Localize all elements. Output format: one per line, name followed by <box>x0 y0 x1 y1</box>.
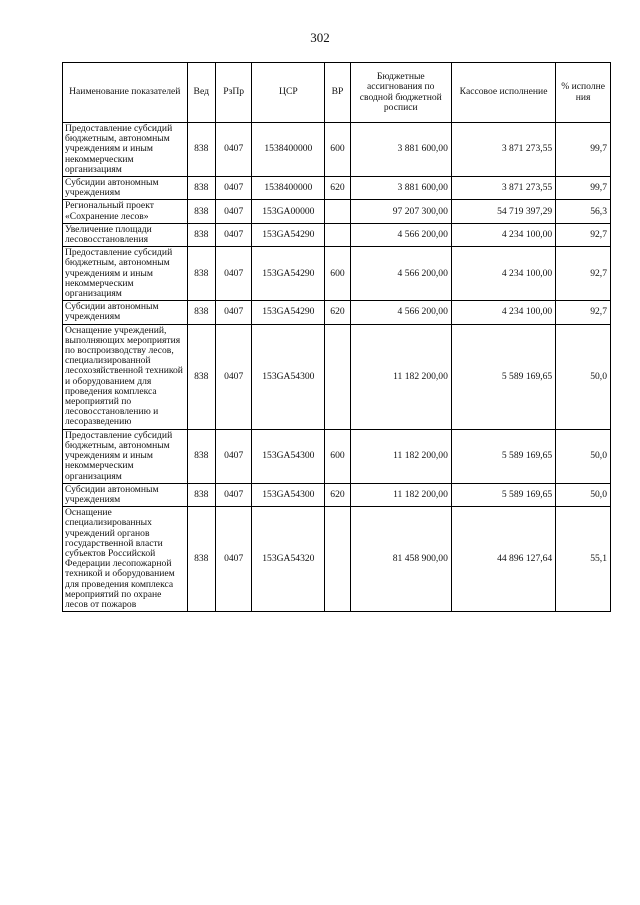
table-row <box>63 429 611 483</box>
row-pct: 56,3 <box>556 200 611 223</box>
row-cash: 4 234 100,00 <box>451 247 555 301</box>
table-row <box>63 507 611 612</box>
row-csr: 153GA00000 <box>252 200 325 223</box>
table-row <box>63 177 611 200</box>
header-budget: Бюджетные ассигнования по сводной бюджетной росписи <box>350 63 451 123</box>
table-row <box>63 200 611 223</box>
row-cash: 4 234 100,00 <box>451 223 555 246</box>
row-pct: 92,7 <box>556 301 611 324</box>
row-cash: 54 719 397,29 <box>451 200 555 223</box>
row-csr: 153GA54300 <box>252 324 325 429</box>
row-name: Предоставление субсидий бюджетным, автономным учреждениям и иным некоммерческим организациям <box>63 123 188 177</box>
row-name: Субсидии автономным учреждениям <box>63 301 188 324</box>
row-rzpr: 0407 <box>215 223 251 246</box>
row-ved: 838 <box>187 483 215 506</box>
row-ved: 838 <box>187 429 215 483</box>
row-name: Предоставление субсидий бюджетным, автономным учреждениям и иным некоммерческим организациям <box>63 247 188 301</box>
header-name: Наименование показателей <box>63 63 188 123</box>
row-budget: 3 881 600,00 <box>350 177 451 200</box>
row-rzpr: 0407 <box>215 429 251 483</box>
row-budget: 4 566 200,00 <box>350 301 451 324</box>
row-pct: 99,7 <box>556 123 611 177</box>
row-ved: 838 <box>187 177 215 200</box>
row-budget: 4 566 200,00 <box>350 223 451 246</box>
table-row <box>63 123 611 177</box>
table-row <box>63 247 611 301</box>
row-csr: 153GA54300 <box>252 429 325 483</box>
row-rzpr: 0407 <box>215 247 251 301</box>
row-rzpr: 0407 <box>215 324 251 429</box>
row-rzpr: 0407 <box>215 123 251 177</box>
row-ved: 838 <box>187 324 215 429</box>
row-rzpr: 0407 <box>215 483 251 506</box>
table-row <box>63 324 611 429</box>
row-rzpr: 0407 <box>215 200 251 223</box>
row-name: Субсидии автономным учреждениям <box>63 483 188 506</box>
row-name: Региональный проект «Сохранение лесов» <box>63 200 188 223</box>
row-vr: 600 <box>325 247 350 301</box>
row-name: Оснащение специализированных учреждений органов государственной власти субъектов Российской Федерации лесопожарной техникой и оборудованием для проведения комплекса мероприятий по охране лесов от пожаров <box>63 507 188 612</box>
row-name: Оснащение учреждений, выполняющих мероприятия по воспроизводству лесов, специализированной лесохозяйственной техникой и оборудованием для проведения комплекса мероприятий по лесовосстановлению и лесоразведению <box>63 324 188 429</box>
row-vr: 620 <box>325 177 350 200</box>
row-ved: 838 <box>187 200 215 223</box>
row-ved: 838 <box>187 507 215 612</box>
row-cash: 3 871 273,55 <box>451 177 555 200</box>
row-ved: 838 <box>187 223 215 246</box>
row-budget: 4 566 200,00 <box>350 247 451 301</box>
row-pct: 50,0 <box>556 483 611 506</box>
row-vr <box>325 324 350 429</box>
table-row <box>63 223 611 246</box>
row-cash: 4 234 100,00 <box>451 301 555 324</box>
row-vr <box>325 200 350 223</box>
row-ved: 838 <box>187 123 215 177</box>
table-row <box>63 483 611 506</box>
row-budget: 11 182 200,00 <box>350 429 451 483</box>
budget-execution-table <box>62 62 611 612</box>
row-budget: 3 881 600,00 <box>350 123 451 177</box>
row-pct: 50,0 <box>556 324 611 429</box>
row-vr <box>325 223 350 246</box>
row-ved: 838 <box>187 301 215 324</box>
row-cash: 3 871 273,55 <box>451 123 555 177</box>
row-budget: 81 458 900,00 <box>350 507 451 612</box>
header-rzpr: РзПр <box>215 63 251 123</box>
row-vr: 620 <box>325 301 350 324</box>
row-vr: 620 <box>325 483 350 506</box>
row-pct: 50,0 <box>556 429 611 483</box>
row-rzpr: 0407 <box>215 177 251 200</box>
page-number: 302 <box>310 30 330 45</box>
row-vr <box>325 507 350 612</box>
row-csr: 1538400000 <box>252 123 325 177</box>
header-ved: Вед <box>187 63 215 123</box>
row-pct: 92,7 <box>556 223 611 246</box>
row-rzpr: 0407 <box>215 301 251 324</box>
header-cash: Кассовое исполнение <box>451 63 555 123</box>
row-ved: 838 <box>187 247 215 301</box>
row-rzpr: 0407 <box>215 507 251 612</box>
row-budget: 97 207 300,00 <box>350 200 451 223</box>
header-pct: % исполне ния <box>556 63 611 123</box>
row-csr: 153GA54290 <box>252 301 325 324</box>
row-pct: 92,7 <box>556 247 611 301</box>
row-vr: 600 <box>325 429 350 483</box>
header-csr: ЦСР <box>252 63 325 123</box>
row-cash: 5 589 169,65 <box>451 429 555 483</box>
table-header-row <box>63 63 611 123</box>
row-pct: 55,1 <box>556 507 611 612</box>
row-csr: 153GA54320 <box>252 507 325 612</box>
row-pct: 99,7 <box>556 177 611 200</box>
header-vr: ВР <box>325 63 350 123</box>
row-cash: 5 589 169,65 <box>451 324 555 429</box>
row-name: Увеличение площади лесовосстановления <box>63 223 188 246</box>
table-row <box>63 301 611 324</box>
row-name: Субсидии автономным учреждениям <box>63 177 188 200</box>
row-cash: 44 896 127,64 <box>451 507 555 612</box>
row-csr: 153GA54290 <box>252 223 325 246</box>
row-cash: 5 589 169,65 <box>451 483 555 506</box>
row-budget: 11 182 200,00 <box>350 324 451 429</box>
row-budget: 11 182 200,00 <box>350 483 451 506</box>
row-vr: 600 <box>325 123 350 177</box>
row-csr: 153GA54290 <box>252 247 325 301</box>
row-csr: 1538400000 <box>252 177 325 200</box>
row-csr: 153GA54300 <box>252 483 325 506</box>
row-name: Предоставление субсидий бюджетным, автономным учреждениям и иным некоммерческим организациям <box>63 429 188 483</box>
